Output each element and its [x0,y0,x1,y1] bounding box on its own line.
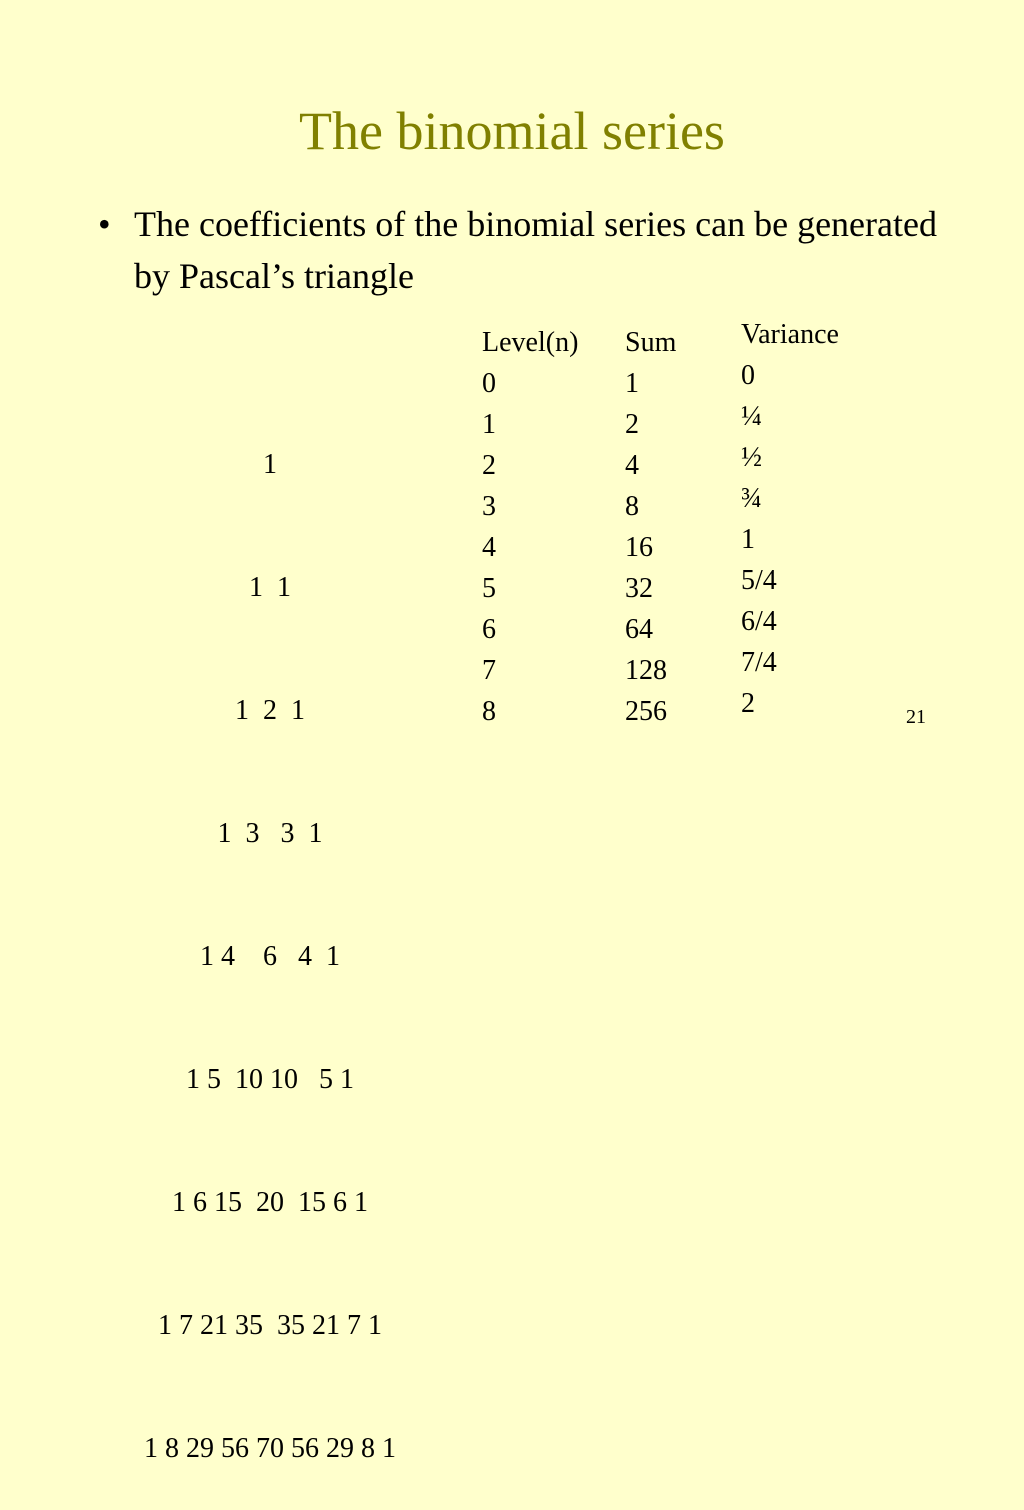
variance-value: 1 [741,524,755,555]
level-value: 4 [482,532,496,563]
triangle-row: 1 8 29 56 70 56 29 8 1 [144,1433,396,1464]
sum-value: 32 [625,573,653,604]
variance-value: 5/4 [741,565,777,596]
pascal-triangle [110,362,430,1510]
sum-value: 8 [625,491,639,522]
sum-value: 64 [625,614,653,645]
sum-header: Sum [625,327,677,358]
page-number: 21 [906,706,926,728]
sum-value: 4 [625,450,639,481]
variance-value: 6/4 [741,606,777,637]
sum-value: 256 [625,696,667,727]
level-value: 3 [482,491,496,522]
variance-column [741,314,839,724]
level-value: 8 [482,696,496,727]
level-column [482,322,578,732]
level-value: 5 [482,573,496,604]
level-value: 1 [482,409,496,440]
level-value: 0 [482,368,496,399]
variance-value: 7/4 [741,647,777,678]
triangle-row: 1 4 6 4 1 [200,941,340,972]
triangle-row: 1 2 1 [235,695,305,726]
triangle-row: 1 3 3 1 [217,818,323,849]
bullet-icon: • [98,204,111,244]
variance-value: ¼ [741,401,762,432]
slide-title: The binomial series [299,101,725,161]
triangle-row: 1 7 21 35 35 21 7 1 [158,1310,382,1341]
sum-value: 1 [625,368,639,399]
sum-column [625,322,676,732]
sum-value: 128 [625,655,667,686]
variance-value: ¾ [741,483,762,514]
variance-value: 2 [741,688,755,719]
level-header: Level(n) [482,327,579,358]
level-value: 6 [482,614,496,645]
bullet-item [98,198,938,302]
variance-value: 0 [741,360,755,391]
level-value: 7 [482,655,496,686]
triangle-row: 1 1 [249,572,291,603]
triangle-row: 1 [263,449,277,480]
sum-value: 2 [625,409,639,440]
variance-value: ½ [741,442,762,473]
triangle-row: 1 6 15 20 15 6 1 [172,1187,368,1218]
sum-value: 16 [625,532,653,563]
level-value: 2 [482,450,496,481]
bullet-text: The coefficients of the binomial series can be generated by Pascal’s triangle [134,204,937,296]
variance-header: Variance [741,319,839,350]
triangle-row: 1 5 10 10 5 1 [186,1064,354,1095]
